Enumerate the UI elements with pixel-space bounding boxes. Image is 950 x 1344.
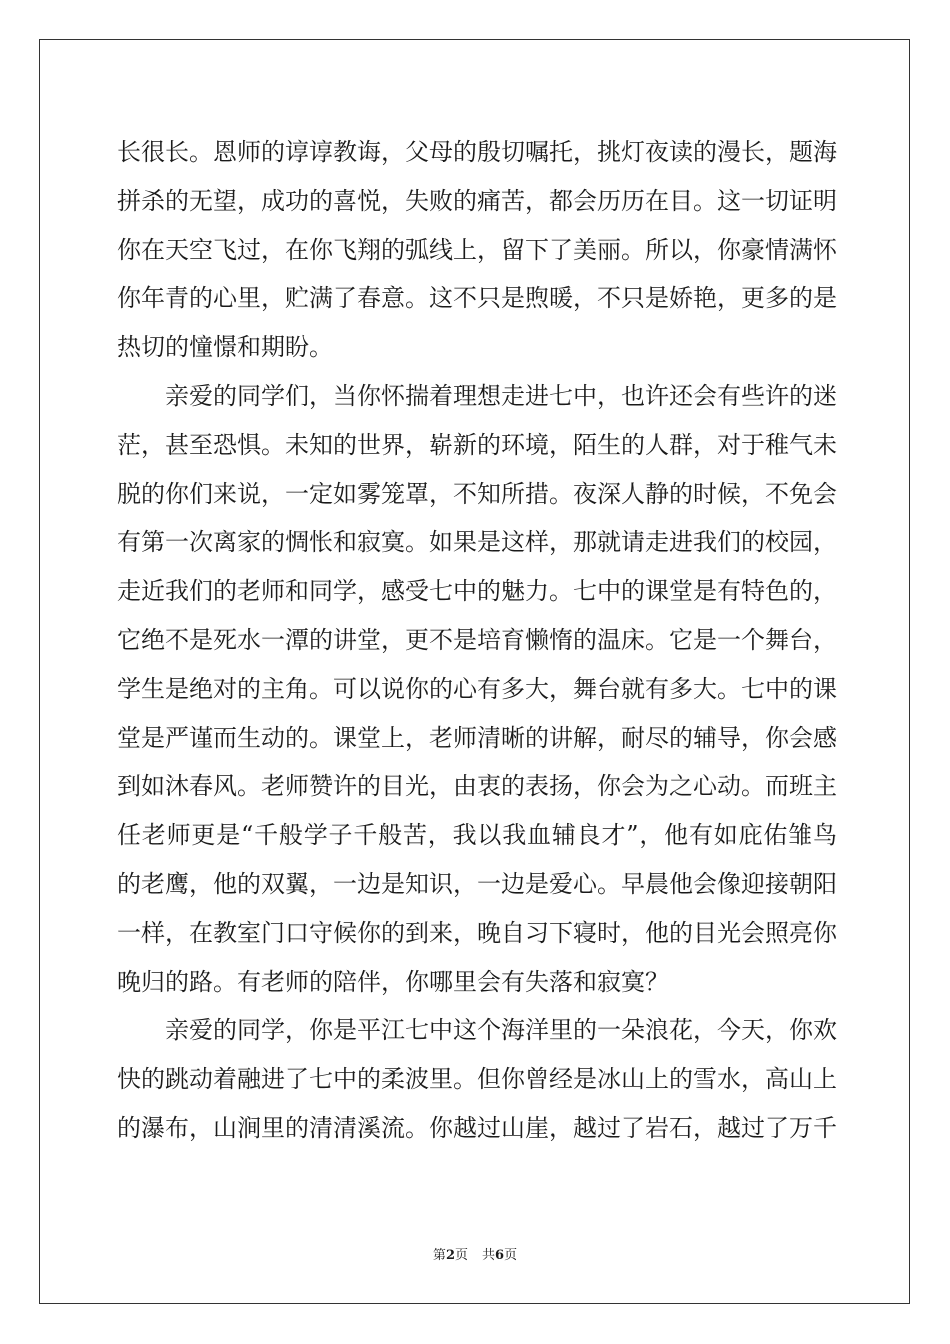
total-pages: 6	[495, 1248, 505, 1263]
page-number	[433, 1248, 468, 1263]
paragraph-2: 亲爱的同学们，当你怀揣着理想走进七中，也许还会有些许的迷茫，甚至恐惧。未知的世界，崭新的环境，陌生的人群，对于稚气未脱的你们来说，一定如雾笼罩，不知所措。夜深人静的时候，不免会有第一次离家的惆怅和寂寞。如果是这样，那就请走进我们的校园，走近我们的老师和同学，感受七中的魅力。七中的课堂是有特色的，它绝不是死水一潭的讲堂，更不是培育懒惰的温床。它是一个舞台，学生是绝对的主角。可以说你的心有多大，舞台就有多大。七中的课堂是严谨而生动的。课堂上，老师清晰的讲解，耐尽的辅导，你会感到如沐春风。老师赞许的目光，由衷的表扬，你会为之心动。而班主任老师更是“千般学子千般苦，我以我血辅良才”，他有如庇佑雏鸟的老鹰，他的双翼，一边是知识，一边是爱心。早晨他会像迎接朝阳一样，在教室门口守候你的到来，晚自习下寝时，他的目光会照亮你晚归的路。有老师的陪伴，你哪里会有失落和寂寞？	[117, 381, 837, 996]
page-footer	[0, 1244, 950, 1263]
paragraph-3: 亲爱的同学，你是平江七中这个海洋里的一朵浪花，今天，你欢快的跳动着融进了七中的柔波里。但你曾经是冰山上的雪水，高山上的瀑布，山涧里的清清溪流。你越过山崖，越过了岩石，越过了万千	[117, 1016, 837, 1142]
total-suffix: 页	[504, 1248, 518, 1263]
document-body	[117, 128, 837, 1153]
page-suffix: 页	[454, 1248, 468, 1263]
page-total	[482, 1248, 517, 1263]
total-prefix: 共	[482, 1248, 496, 1263]
current-page: 2	[445, 1248, 455, 1263]
paragraph-1: 长很长。恩师的谆谆教诲，父母的殷切嘱托，挑灯夜读的漫长，题海拼杀的无望，成功的喜悦，失败的痛苦，都会历历在目。这一切证明你在天空飞过，在你飞翔的弧线上，留下了美丽。所以，你豪情满怀你年青的心里，贮满了春意。这不只是煦暖，不只是娇艳，更多的是热切的憧憬和期盼。	[117, 138, 837, 362]
page-prefix: 第	[432, 1248, 446, 1263]
